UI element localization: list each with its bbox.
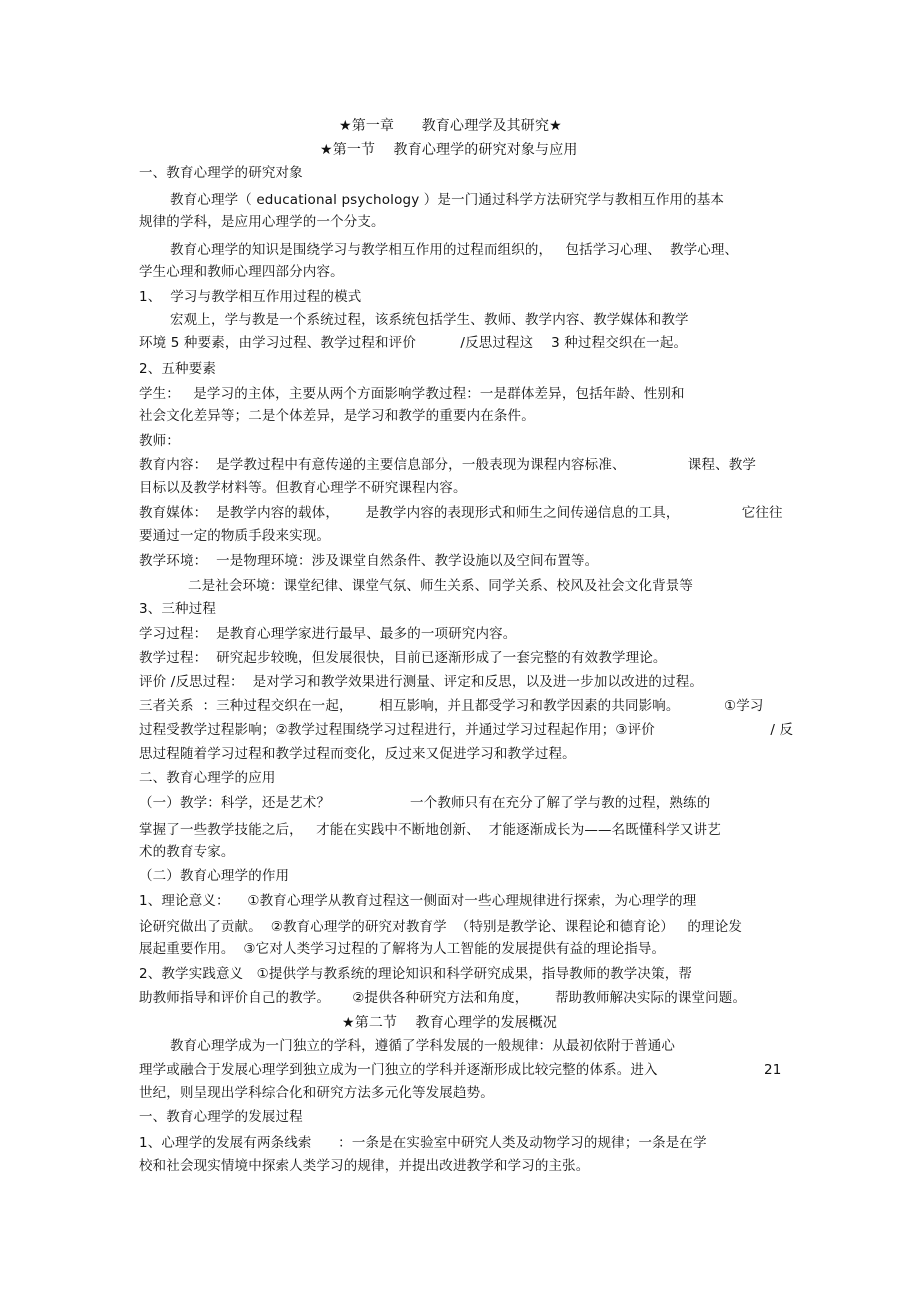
content-line1: 教育内容： 是学教过程中有意传递的主要信息部分，一般表现为课程内容标准、 课程、教学 [139, 457, 757, 473]
media-line1: 教育媒体： 是教学内容的载体， 是教学内容的表现形式和师生之间传递信息的工具， 它往往 [139, 505, 783, 521]
relation-line3: 思过程随着学习过程和教学过程而变化，反过来又促进学习和教学过程。 [139, 746, 576, 762]
theory-line1: 1、理论意义： ①教育心理学从教育过程这一侧面对一些心理规律进行探索，为心理学的理 [139, 893, 697, 909]
teaching-process-line: 教学过程： 研究起步较晚，但发展很快，目前已逐渐形成了一套完整的有效教学理论。 [139, 650, 667, 666]
paragraph-macro-line1: 宏观上，学与教是一个系统过程，该系统包括学生、教师、教学内容、教学媒体和教学 [170, 312, 689, 328]
paragraph-definition-line2: 规律的学科，是应用心理学的一个分支。 [139, 214, 385, 230]
reflection-process-line: 评价 /反思过程： 是对学习和教学效果进行测量、评定和反思，以及进一步加以改进的过程。 [139, 674, 704, 690]
section-title-2: ★第二节 教育心理学的发展概况 [342, 1015, 558, 1031]
student-line2: 社会文化差异等；二是个体差异，是学习和教学的重要内在条件。 [139, 408, 535, 424]
paragraph-knowledge-line1: 教育心理学的知识是围绕学习与教学相互作用的过程而组织的， 包括学习心理、 教学心理、 [170, 242, 739, 258]
theory-line3: 展起重要作用。 ③它对人类学习过程的了解将为人工智能的发展提供有益的理论指导。 [139, 941, 666, 957]
science-art-line2: 掌握了一些教学技能之后， 才能在实践中不断地创新、 才能逐渐成长为——名既懂科学又讲艺 [139, 822, 721, 838]
heading-research-object: 一、教育心理学的研究对象 [139, 165, 303, 181]
science-art-line3: 术的教育专家。 [139, 844, 235, 860]
clue-line1: 1、心理学的发展有两条线索 ：一条是在实验室中研究人类及动物学习的规律；一条是在学 [139, 1135, 707, 1151]
practice-line1: 2、教学实践意义 ①提供学与教系统的理论知识和科学研究成果，指导教师的教学决策，帮 [139, 966, 693, 982]
environment-line2: 二是社会环境：课堂纪律、课堂气氛、师生关系、同学关系、校风及社会文化背景等 [188, 578, 694, 594]
relation-line1: 三者关系 ：三种过程交织在一起， 相互影响，并且都受学习和教学因素的共同影响。 ①学习 [139, 698, 764, 714]
student-line1: 学生： 是学习的主体，主要从两个方面影响学教过程：一是群体差异，包括年龄、性别和 [139, 386, 685, 402]
paragraph-definition-line1: 教育心理学（ educational psychology ）是一门通过科学方法研究学与教相互作用的基本 [170, 192, 725, 208]
development-line1: 教育心理学成为一门独立的学科，遵循了学科发展的一般规律：从最初依附于普通心 [170, 1038, 676, 1054]
paragraph-macro-line2: 环境 5 种要素，由学习过程、教学过程和评价 /反思过程这 3 种过程交织在一起。 [139, 335, 688, 351]
chapter-title: ★第一章 教育心理学及其研究★ [339, 118, 562, 134]
heading-application: 二、教育心理学的应用 [139, 770, 276, 786]
development-line2: 理学或融合于发展心理学到独立成为一门独立的学科并逐渐形成比较完整的体系。进入 [139, 1062, 658, 1078]
practice-line2: 助教师指导和评价自己的教学。 ②提供各种研究方法和角度， 帮助教师解决实际的课堂问题。 [139, 990, 747, 1006]
environment-line1: 教学环境： 一是物理环境：涉及课堂自然条件、教学设施以及空间布置等。 [139, 553, 599, 569]
relation-line2: 过程受教学过程影响；②教学过程围绕学习过程进行，并通过学习过程起作用；③评价 / 反 [139, 722, 794, 738]
item-2-elements: 2、五种要素 [139, 361, 216, 377]
media-line2: 要通过一定的物质手段来实现。 [139, 528, 331, 544]
subheading-science-or-art: （一）教学：科学，还是艺术？ 一个教师只有在充分了解了学与教的过程，熟练的 [139, 795, 711, 811]
teacher-line: 教师： [139, 433, 180, 449]
subheading-functions: （二）教育心理学的作用 [139, 868, 290, 884]
clue-line2: 校和社会现实情境中探索人类学习的规律，并提出改进教学和学习的主张。 [139, 1158, 590, 1174]
theory-line2: 论研究做出了贡献。 ②教育心理学的研究对教育学 （特别是教学论、课程论和德育论） 的理论发 [139, 919, 742, 935]
heading-development-process: 一、教育心理学的发展过程 [139, 1109, 303, 1125]
paragraph-knowledge-line2: 学生心理和教师心理四部分内容。 [139, 264, 344, 280]
item-3-processes: 3、三种过程 [139, 601, 216, 617]
item-1-model: 1、 学习与教学相互作用过程的模式 [139, 289, 362, 305]
content-line2: 目标以及教学材料等。但教育心理学不研究课程内容。 [139, 480, 467, 496]
century-number: 21 [764, 1062, 782, 1078]
section-title-1: ★第一节 教育心理学的研究对象与应用 [320, 142, 578, 158]
learning-process-line: 学习过程： 是教育心理学家进行最早、最多的一项研究内容。 [139, 626, 517, 642]
development-line3: 世纪，则呈现出学科综合化和研究方法多元化等发展趋势。 [139, 1085, 494, 1101]
